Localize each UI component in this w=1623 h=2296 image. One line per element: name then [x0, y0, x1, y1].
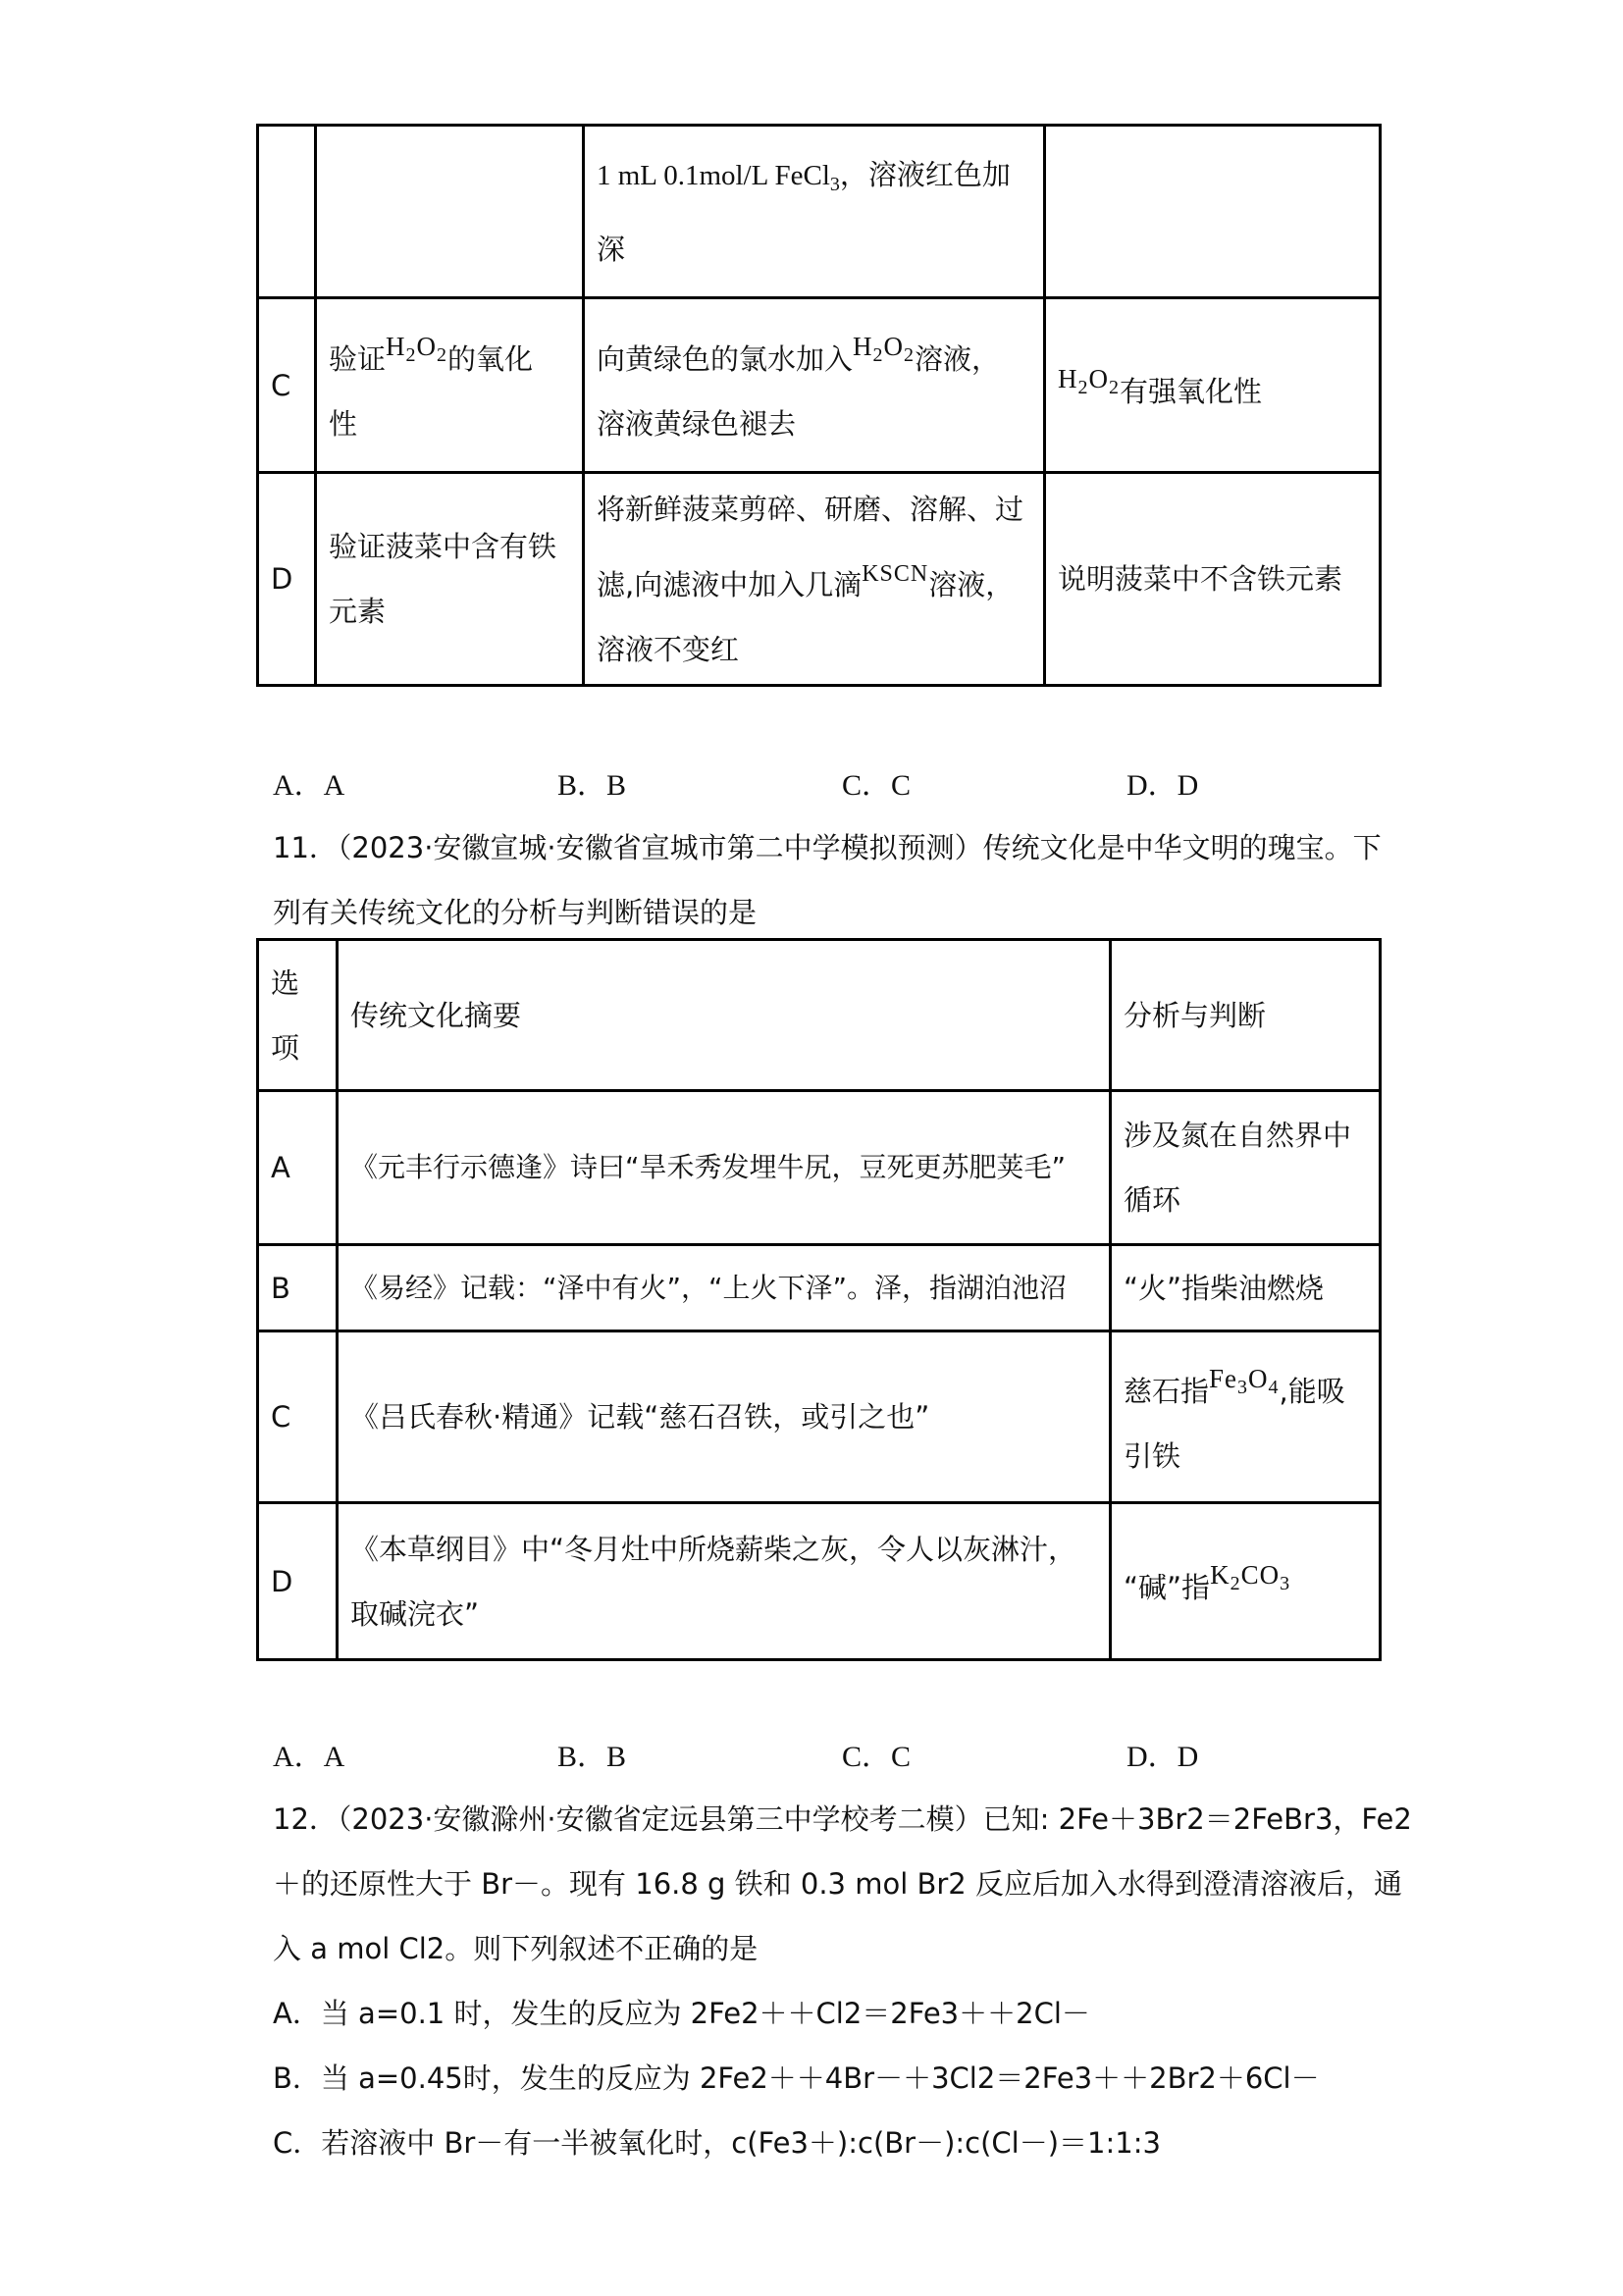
row-label [258, 126, 316, 298]
operation-text: 溶液， [928, 567, 1015, 601]
purpose-text: 验证 [329, 342, 387, 376]
subscript: 3 [1237, 1376, 1249, 1398]
option-a[interactable]: A．A [273, 769, 345, 802]
h2o2-formula [386, 332, 448, 366]
q12-choice-c[interactable]: C．若溶液中 Br－有一半被氧化时，c(Fe3＋):c(Br－):c(Cl－)＝1:1:3 [273, 2126, 1161, 2160]
operation-text: 溶液黄绿色褪去 [597, 407, 797, 441]
analysis-text: 涉及氮在自然界中 [1124, 1119, 1352, 1152]
operation-text: 向黄绿色的氯水加入 [597, 342, 854, 376]
subscript: 2 [904, 344, 916, 366]
experiment-table [256, 124, 1382, 687]
analysis-text: “碱”指 [1124, 1571, 1211, 1604]
fe3o4-formula [1209, 1363, 1280, 1398]
purpose-text: 的氧化 [447, 342, 534, 376]
subscript: 4 [1268, 1376, 1280, 1398]
summary-cell: 《元丰行示德逢》诗曰“旱禾秀发埋牛尻，豆死更苏肥荚毛” [338, 1091, 1111, 1245]
header-option [258, 940, 338, 1091]
option-d[interactable]: D．D [1126, 1741, 1199, 1773]
operation-text: 深 [597, 232, 626, 266]
row-label: A [258, 1091, 338, 1245]
formula-part: O [883, 332, 905, 361]
subscript: 2 [405, 344, 417, 366]
traditional-culture-table [256, 938, 1382, 1661]
formula-part: O [416, 332, 438, 361]
operation-cell [584, 473, 1045, 686]
q11-stem-line2: 列有关传统文化的分析与判断错误的是 [273, 896, 758, 929]
subscript: 2 [1077, 377, 1089, 398]
header-text: 选 [271, 965, 300, 1000]
summary-text: 《本草纲目》中“冬月灶中所烧薪柴之灰，令人以灰淋汁， [350, 1532, 1077, 1566]
formula-part: H [1058, 364, 1078, 393]
row-label: D [258, 1503, 338, 1660]
formula-part: Fe [1209, 1363, 1238, 1393]
analysis-cell [1111, 1503, 1381, 1660]
option-d[interactable]: D．D [1126, 769, 1199, 802]
header-text: 项 [271, 1030, 300, 1065]
q12-choice-b[interactable]: B．当 a=0.45时，发生的反应为 2Fe2＋＋4Br－＋3Cl2＝2Fe3＋＋2Br2＋6Cl－ [273, 2061, 1320, 2095]
analysis-text: 循环 [1124, 1183, 1181, 1217]
subscript: 3 [1280, 1573, 1291, 1594]
purpose-cell [316, 126, 584, 298]
operation-text: 1 mL 0.1mol/L FeCl [597, 159, 830, 191]
k2co3-formula [1210, 1560, 1291, 1594]
summary-cell: 《易经》记载：“泽中有火”，“上火下泽”。泽，指湖泊池沼 [338, 1245, 1111, 1331]
conclusion-cell [1045, 126, 1381, 298]
purpose-cell [316, 298, 584, 473]
summary-cell: 《吕氏春秋·精通》记载“慈石召铁，或引之也” [338, 1331, 1111, 1503]
row-label: C [258, 298, 316, 473]
kscn-formula: KSCN [862, 560, 929, 587]
option-b[interactable]: B．B [557, 769, 627, 802]
operation-cell [584, 298, 1045, 473]
purpose-text: 验证菠菜中含有铁 [329, 530, 557, 563]
q12-stem-line1: 12．（2023·安徽滁州·安徽省定远县第三中学校考二模）已知: 2Fe＋3Br2＝2FeBr3，Fe2 [273, 1802, 1412, 1836]
subscript: 3 [829, 173, 840, 195]
subscript: 2 [872, 344, 884, 366]
operation-text: 将新鲜菠菜剪碎、研磨、溶解、过 [597, 492, 1024, 526]
option-c[interactable]: C．C [842, 1741, 912, 1773]
table-row [258, 126, 1381, 298]
analysis-cell [1111, 1091, 1381, 1245]
header-analysis: 分析与判断 [1111, 940, 1381, 1091]
header-summary: 传统文化摘要 [338, 940, 1111, 1091]
operation-text: 溶液， [915, 342, 1001, 376]
subscript: 2 [1109, 377, 1120, 398]
subscript: 2 [1230, 1573, 1241, 1594]
operation-text: 溶液不变红 [597, 632, 740, 666]
q12-stem-line3: 入 a mol Cl2。则下列叙述不正确的是 [273, 1932, 759, 1965]
row-label: C [258, 1331, 338, 1503]
row-label: D [258, 473, 316, 686]
conclusion-cell: 说明菠菜中不含铁元素 [1045, 473, 1381, 686]
q11-stem-line1: 11．（2023·安徽宣城·安徽省宣城市第二中学模拟预测）传统文化是中华文明的瑰宝。下 [273, 831, 1382, 864]
analysis-cell: “火”指柴油燃烧 [1111, 1245, 1381, 1331]
summary-cell [338, 1503, 1111, 1660]
subscript: 2 [437, 344, 448, 366]
option-c[interactable]: C．C [842, 769, 912, 802]
analysis-text: ,能吸 [1279, 1374, 1345, 1408]
purpose-cell [316, 473, 584, 686]
formula-part: O [1088, 364, 1109, 393]
table-row [258, 298, 1381, 473]
q12-stem-line2: ＋的还原性大于 Br－。现有 16.8 g 铁和 0.3 mol Br2 反应后加入水得到澄清溶液后，通 [273, 1867, 1402, 1901]
purpose-text: 性 [329, 407, 358, 441]
analysis-text: 引铁 [1124, 1438, 1181, 1473]
formula-part: K [1210, 1560, 1230, 1590]
summary-text: 取碱浣衣” [350, 1596, 480, 1631]
analysis-cell [1111, 1331, 1381, 1503]
formula-part: H [853, 332, 873, 361]
table-row [258, 1091, 1381, 1245]
formula-part: H [386, 332, 406, 361]
q11-options [273, 1732, 1382, 1775]
table-header-row [258, 940, 1381, 1091]
conclusion-text: 有强氧化性 [1120, 375, 1263, 408]
analysis-text: 慈石指 [1124, 1374, 1210, 1408]
table-row [258, 1331, 1381, 1503]
q12-choice-a[interactable]: A．当 a=0.1 时，发生的反应为 2Fe2＋＋Cl2＝2Fe3＋＋2Cl－ [273, 1997, 1090, 2030]
q10-options [273, 760, 1382, 804]
formula-part: CO [1240, 1560, 1281, 1590]
operation-cell [584, 126, 1045, 298]
purpose-text: 元素 [329, 595, 387, 628]
operation-text: ，溶液红色加 [839, 157, 1011, 191]
h2o2-formula [1058, 364, 1120, 398]
option-a[interactable]: A．A [273, 1741, 345, 1773]
operation-text: 滤,向滤液中加入几滴 [597, 567, 863, 601]
conclusion-cell [1045, 298, 1381, 473]
table-row [258, 1245, 1381, 1331]
formula-part: O [1248, 1363, 1269, 1393]
table-row [258, 1503, 1381, 1660]
row-label: B [258, 1245, 338, 1331]
option-b[interactable]: B．B [557, 1741, 627, 1773]
h2o2-formula [853, 332, 916, 366]
table-row [258, 473, 1381, 686]
